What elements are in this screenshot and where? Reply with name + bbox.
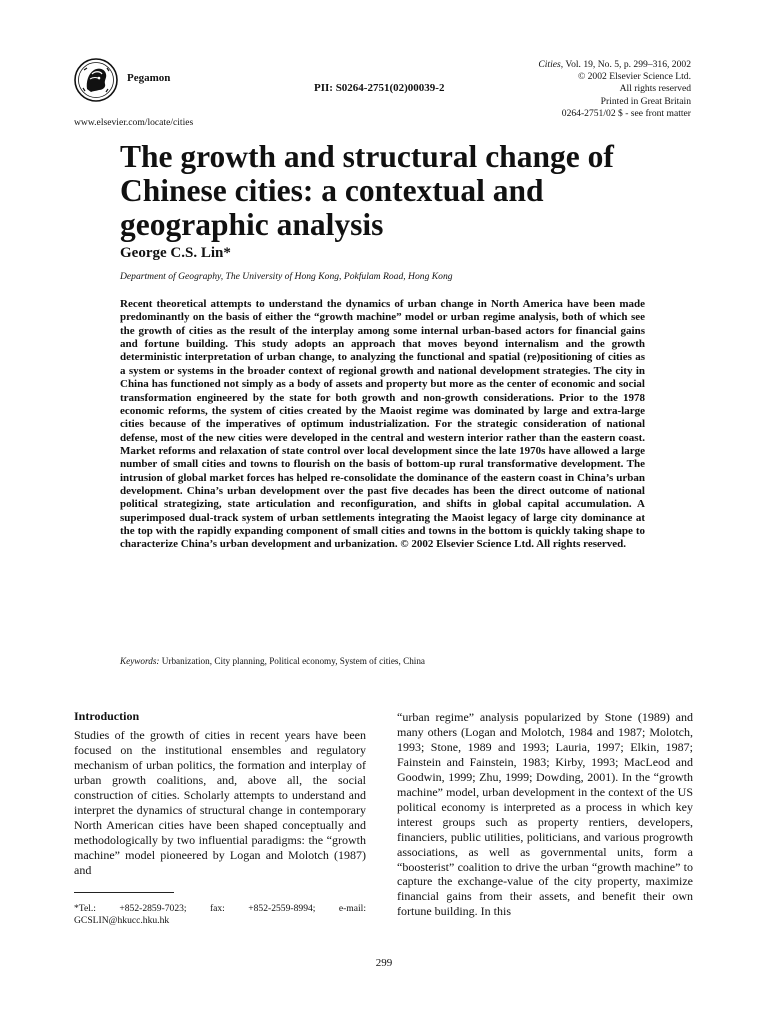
keywords-line [120,656,425,666]
body-text-right-column: “urban regime” analysis popularized by Stone (1989) and many others (Logan and Molotch, 1984 and 1987; Molotch, 1993; Stone, 1989 and 1993; Lauria, 1997; Elkin, 1987; Fainstein and Fainstein, 1983; Kirby, 1993; MacLeod and Goodwin, 1999; Zhu, 1999; Dowding, 2001). In the “growth machine” model, urban development in the context of the US political economy is interpreted as a process in which key interest groups such as property rentiers, developers, financiers, public utilities, politicians, and various progrowth associations, as well as governmental units, form a “boosterist” coalition to drive the urban “growth machine” to capture the exchange-value of the city property, maximize financial gains from their assets, and benefit their own fortune building. In this [397,710,693,919]
journal-name: Cities, [538,59,564,70]
footnote-fax-label: fax: [209,903,225,914]
printed-line: Printed in Great Britain [600,95,691,107]
journal-citation: Vol. 19, No. 5, p. 299–316, 2002 [563,59,691,70]
publisher-name: Pegamon [127,72,171,84]
author-name: George C.S. Lin* [120,245,231,261]
journal-url-link[interactable]: www.elsevier.com/locate/cities [74,117,194,128]
keywords-label: Keywords: [120,656,160,666]
section-heading-introduction: Introduction [74,709,140,723]
body-text-left-column: Studies of the growth of cities in recent years have been focused on the institutional ensembles and regulatory mechanism of urban politics, the formation and interplay of urban growth coalitions, and, above all, the social construction of cities. Scholarly attempts to understand and interpret the dynamics of structural change in contemporary North American cities have been shaped conceptually and methodologically by two influential paradigms: the “growth machine” model pioneered by Logan and Molotch (1987) and [74,728,366,877]
copyright-line: © 2002 Elsevier Science Ltd. [577,71,691,83]
pii-identifier: PII: S0264-2751(02)00039-2 [314,82,445,94]
issn-line: 0264-2751/02 $ - see front matter [561,107,691,119]
footnote-tel-label: *Tel.: [74,903,96,914]
author-affiliation: Department of Geography, The University of Hong Kong, Pokfulam Road, Hong Kong [120,271,453,282]
footnote-email[interactable]: GCSLIN@hkucc.hku.hk [74,915,170,926]
journal-citation-line [470,59,691,71]
abstract-text: Recent theoretical attempts to understand the dynamics of urban change in North America have been made predominantly on the basis of either the “growth machine” model or urban regime analysis, both of which see the growth of cities as the result of the interplay among some internal urban-based actors for financial gains and fortune building. This study adopts an approach that moves beyond internalism and the growth deterministic interpretation of urban change, to analyzing the functional and spatial (re)positioning of cities as a system or systems in the broader context of regional growth and national development strategies. The city in China has functioned not simply as a body of assets and property but more as the center of economic and social transformation engineered by the state for both growth and non-growth considerations. Prior to the 1978 economic reforms, the system of cities created by the Maoist regime was dominated by large and extra-large cities because of the imperatives of optimum industrialization. For the strategic consideration of national defense, most of the new cities were developed in the central and western interior rather than the eastern coast. Market reforms and relaxation of state control over local development since the late 1970s have allowed a large number of small cities and towns to flourish on the basis of bottom-up rural transformative development. The intrusion of global market forces has helped re-consolidate the dominance of the eastern coast in China’s urban development. China’s urban development over the past five decades has been the direct outcome of national political strategizing, state articulation and reconfiguration, and shifts in global capital accumulation. A superimposed dual-track system of urban settlements integrating the Maoist legacy of large city dominance at the top with the rapidly expanding component of small cities and towns in the bottom is quickly taking shape to characterize China’s urban development and urbanization. © 2002 Elsevier Science Ltd. All rights reserved. [120,298,645,551]
footnote-email-label: e-mail: [338,903,366,914]
footnote-fax: +852-2559-8994; [248,903,316,914]
footnote-divider [74,892,174,893]
publisher-logo-emblem [74,58,118,102]
journal-info-block [470,59,691,120]
rights-line: All rights reserved [619,83,691,95]
page-number: 299 [375,957,393,969]
footnote-contact [74,903,366,927]
footnote-tel: +852-2859-7023; [119,903,187,914]
keywords-list: Urbanization, City planning, Political economy, System of cities, China [159,656,426,666]
article-title: The growth and structural change of Chinese cities: a contextual and geographic analysis [120,139,614,242]
footnote-contact-row [74,903,366,915]
